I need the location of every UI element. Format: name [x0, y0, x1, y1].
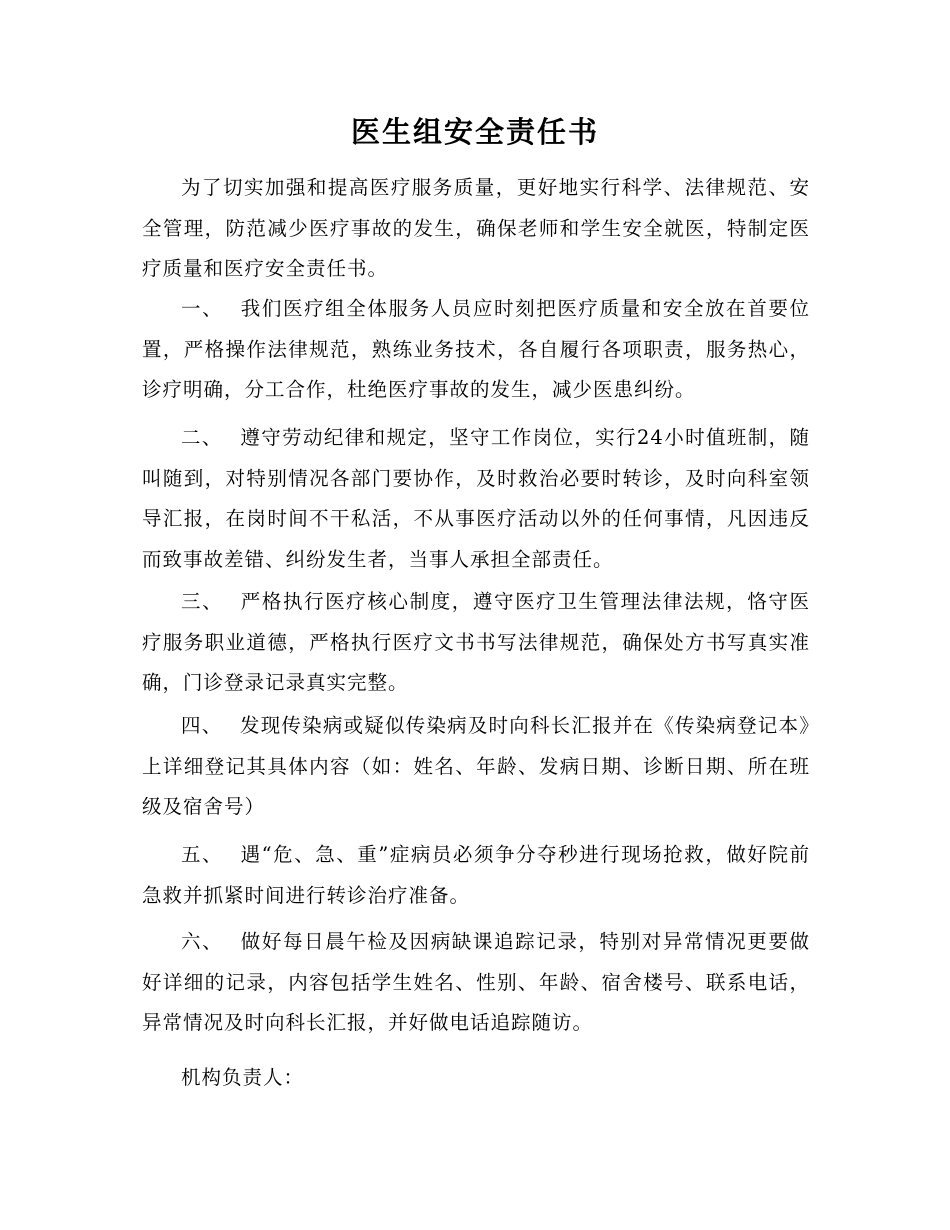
clause-5: [142, 835, 810, 916]
clause-2: [142, 418, 810, 580]
signer-label: 机构负责人：: [181, 1066, 305, 1089]
intro-paragraph: 为了切实加强和提高医疗服务质量，更好地实行科学、法律规范、安全管理，防范减少医疗事故的发生，确保老师和学生安全就医，特制定医疗质量和医疗安全责任书。: [142, 176, 810, 280]
clause-5-text: 遇“危、急、重”症病员必须争分夺秒进行现场抢救，做好院前急救并抓紧时间进行转诊治疗准备。: [142, 843, 810, 907]
clause-4: [142, 706, 810, 828]
clause-5-number: 五、: [181, 843, 224, 866]
clause-1-number: 一、: [181, 297, 224, 320]
clause-6: [142, 922, 810, 1044]
document-title: 医生组安全责任书: [350, 115, 599, 149]
clause-6-text: 做好每日晨午检及因病缺课追踪记录，特别对异常情况更要做好详细的记录，内容包括学生姓名、性别、年龄、宿舍楼号、联系电话，异常情况及时向科长汇报，并好做电话追踪随访。: [142, 930, 810, 1034]
clause-2-number: 二、: [181, 426, 223, 449]
clause-6-number: 六、: [181, 930, 224, 953]
clause-3-text: 严格执行医疗核心制度，遵守医疗卫生管理法律法规，恪守医疗服务职业道德，严格执行医疗文书书写法律规范，确保处方书写真实准确，门诊登录记录真实完整。: [142, 590, 810, 694]
clause-1: [142, 289, 810, 411]
clause-3: [142, 582, 810, 704]
clause-4-text: 发现传染病或疑似传染病及时向科长汇报并在《传染病登记本》上详细登记其具体内容（如：姓名、年龄、发病日期、诊断日期、所在班级及宿舍号）: [142, 714, 810, 818]
clause-3-number: 三、: [181, 590, 224, 613]
clause-2-text: 遵守劳动纪律和规定，坚守工作岗位，实行24小时值班制，随叫随到，对特别情况各部门要协作，及时救治必要时转诊，及时向科室领导汇报，在岗时间不干私活，不从事医疗活动以外的任何事情，凡因违反而致事故差错、纠纷发生者，当事人承担全部责任。: [142, 426, 810, 571]
clause-1-text: 我们医疗组全体服务人员应时刻把医疗质量和安全放在首要位置，严格操作法律规范，熟练业务技术，各自履行各项职责，服务热心，诊疗明确，分工合作，杜绝医疗事故的发生，减少医患纠纷。: [142, 297, 810, 401]
clause-4-number: 四、: [181, 714, 223, 737]
